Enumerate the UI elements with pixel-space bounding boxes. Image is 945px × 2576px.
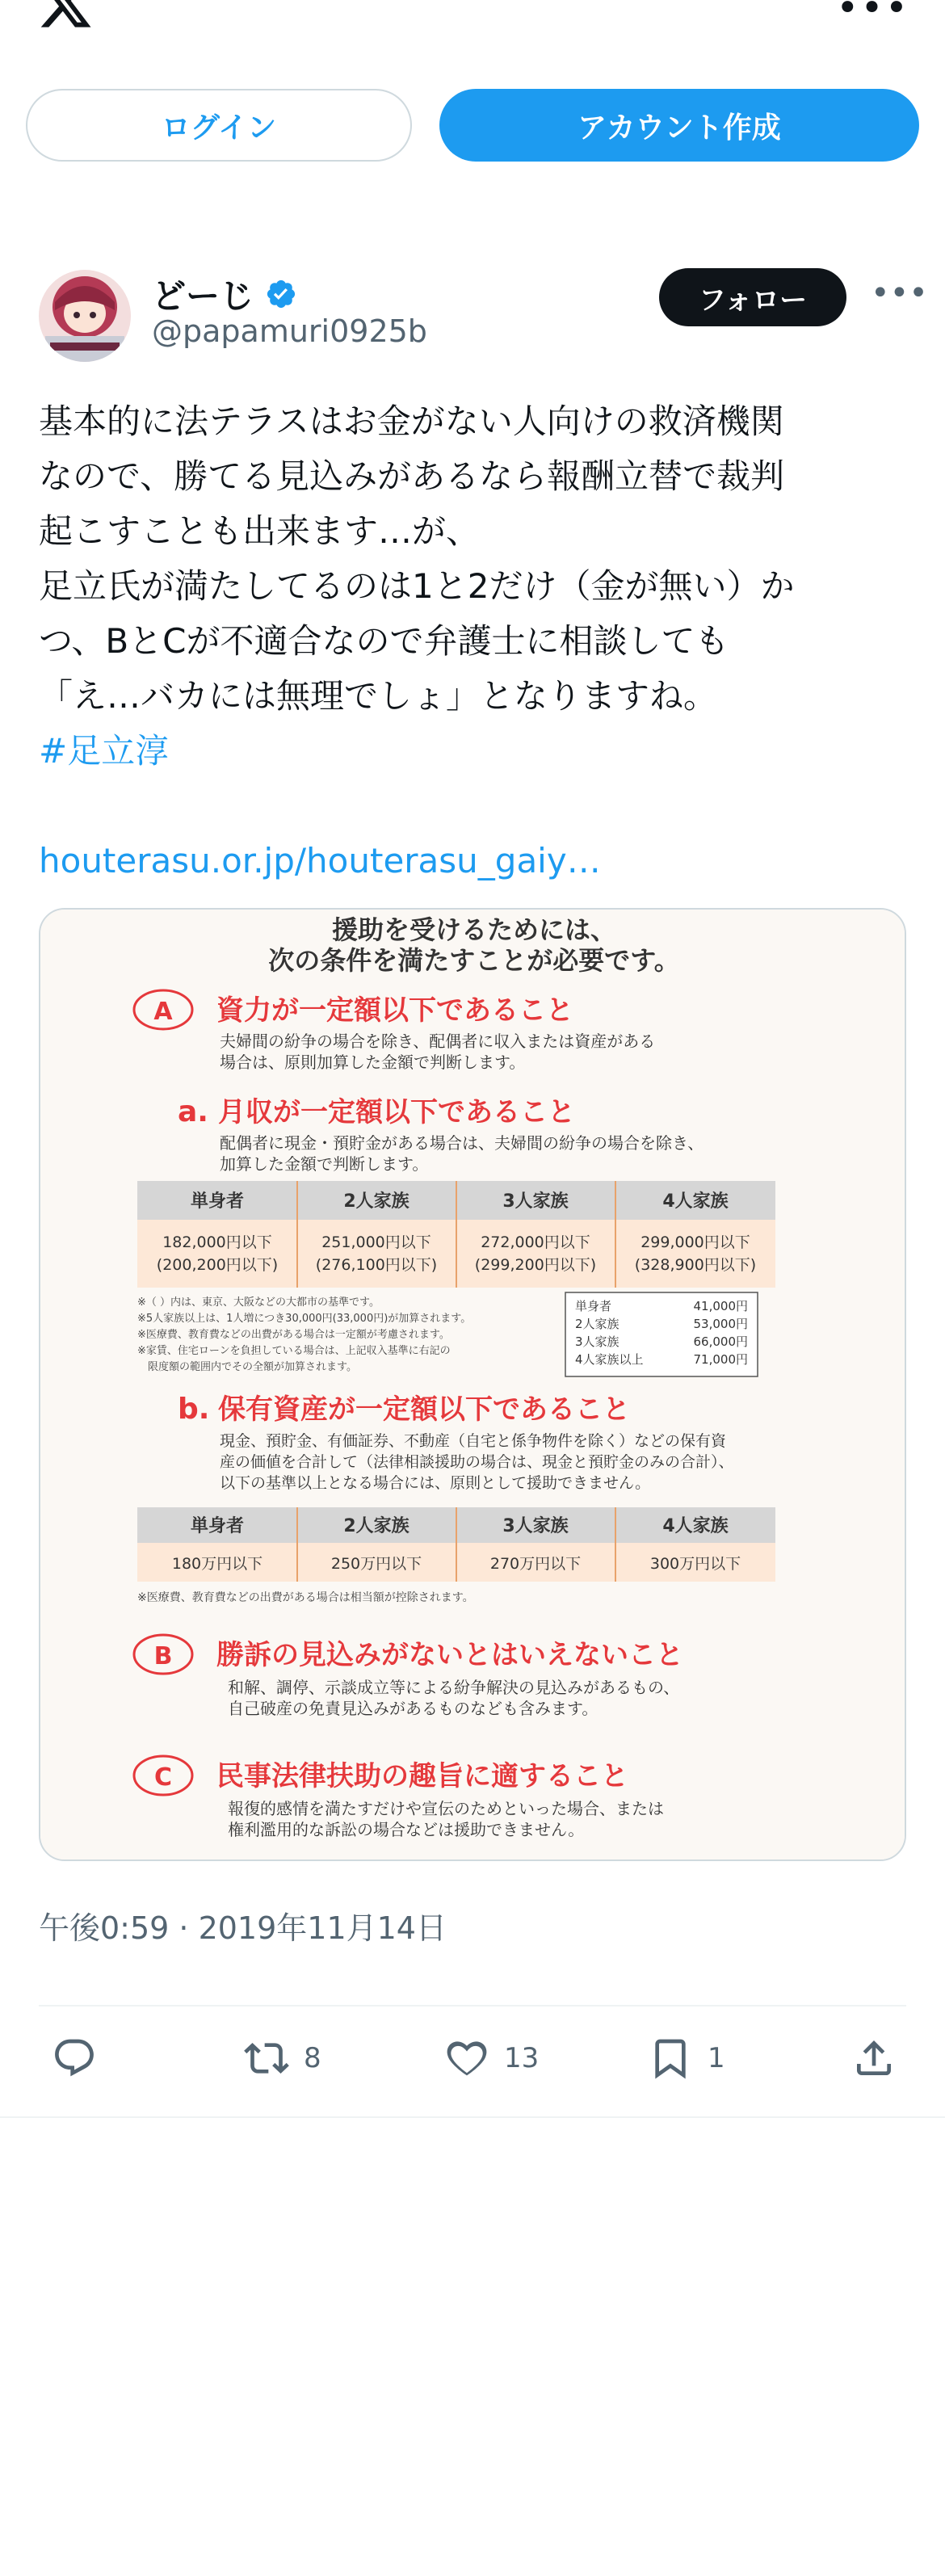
tweet-more-icon[interactable]: ••• bbox=[871, 275, 928, 312]
doc-heading-1: 援助を受けるためには、 bbox=[331, 914, 617, 945]
rent-value: 53,000円 bbox=[693, 1317, 748, 1331]
tweet-timestamp[interactable]: 午後0:59 · 2019年11月14日 bbox=[39, 1910, 447, 1946]
create-account-button[interactable]: アカウント作成 bbox=[439, 89, 919, 162]
income-cell: 299,000円以下 bbox=[640, 1233, 750, 1251]
follow-button[interactable]: フォロー bbox=[659, 268, 846, 326]
condition-A-desc: 夫婦間の紛争の場合を除き、配偶者に収入または資産がある bbox=[220, 1032, 656, 1051]
tweet-text-line: 「え…バカには無理でしょ」となりますね。 bbox=[39, 676, 718, 716]
asset-table bbox=[137, 1507, 775, 1582]
income-header: 3人家族 bbox=[502, 1191, 569, 1212]
income-cell: (328,900円以下) bbox=[634, 1256, 757, 1274]
tweet-media-image[interactable] bbox=[39, 908, 906, 1861]
author-handle[interactable]: @papamuri0925b bbox=[152, 313, 427, 349]
condition-C-desc: 権利濫用的な訴訟の場合などは援助できません。 bbox=[228, 1820, 585, 1839]
auth-buttons bbox=[26, 89, 919, 162]
income-cell: 182,000円以下 bbox=[162, 1233, 272, 1251]
avatar-image bbox=[39, 270, 131, 362]
more-horizontal-icon[interactable]: ••• bbox=[836, 0, 909, 31]
rent-label: 2人家族 bbox=[575, 1317, 620, 1331]
income-cell: (276,100円以下) bbox=[315, 1256, 438, 1274]
reply-button[interactable] bbox=[52, 2036, 97, 2081]
tweet-text-line: 起こすことも出来ます…が、 bbox=[39, 511, 481, 551]
tweet-text bbox=[39, 394, 911, 889]
condition-C-desc: 報復的感情を満たすだけや宣伝のためといった場合、または bbox=[228, 1799, 664, 1818]
asset-header: 3人家族 bbox=[502, 1516, 569, 1536]
author-name[interactable]: どーじ bbox=[152, 276, 254, 316]
condition-B-desc: 自己破産の免責見込みがあるものなども含みます。 bbox=[228, 1699, 598, 1718]
tweet-text-line: 基本的に法テラスはお金がない人向けの救済機関 bbox=[39, 401, 784, 441]
income-note: ※5人家族以上は、1人増につき30,000円(33,000円)が加算されます。 bbox=[137, 1313, 472, 1325]
rent-label: 4人家族以上 bbox=[575, 1352, 644, 1367]
asset-cell: 250万円以下 bbox=[330, 1555, 422, 1573]
asset-header: 2人家族 bbox=[343, 1516, 410, 1536]
asset-cell: 270万円以下 bbox=[489, 1555, 582, 1573]
condition-A-title: 資力が一定額以下であること bbox=[216, 994, 573, 1027]
income-note: ※医療費、教育費などの出費がある場合は一定額が考慮されます。 bbox=[137, 1329, 450, 1341]
income-note: ※（ ）内は、東京、大阪などの大都市の基準です。 bbox=[137, 1296, 380, 1309]
rent-value: 41,000円 bbox=[693, 1299, 748, 1313]
retweet-count: 8 bbox=[304, 2042, 321, 2074]
condition-B-desc: 和解、調停、示談成立等による紛争解決の見込みがあるもの、 bbox=[228, 1678, 680, 1697]
bookmark-icon bbox=[648, 2036, 693, 2081]
condition-b-desc: 産の価値を合計して（法律相談援助の場合は、現金と預貯金のみの合計）、 bbox=[220, 1453, 734, 1471]
reply-icon bbox=[52, 2036, 97, 2081]
retweet-button[interactable] bbox=[244, 2036, 321, 2081]
like-count: 13 bbox=[504, 2042, 540, 2074]
heart-icon bbox=[444, 2036, 489, 2081]
legal-aid-conditions-document bbox=[40, 910, 906, 1861]
condition-a-desc: 配偶者に現金・預貯金がある場合は、夫婦間の紛争の場合を除き、 bbox=[220, 1133, 704, 1153]
top-bar bbox=[0, 0, 945, 48]
blank-line bbox=[39, 779, 911, 834]
doc-heading-2: 次の条件を満たすことが必要です。 bbox=[268, 945, 680, 976]
avatar[interactable] bbox=[39, 270, 131, 362]
bookmark-button[interactable] bbox=[648, 2036, 725, 2081]
condition-a-desc: 加算した金額で判断します。 bbox=[220, 1154, 429, 1174]
income-header: 2人家族 bbox=[343, 1191, 410, 1212]
tweet-text-line: つ、BとCが不適合なので弁護士に相談しても bbox=[39, 621, 729, 661]
asset-header: 単身者 bbox=[190, 1516, 245, 1536]
tweet-text-line: なので、勝てる見込みがあるなら報酬立替で裁判 bbox=[39, 456, 785, 496]
rent-value: 66,000円 bbox=[693, 1334, 748, 1349]
condition-B-title: 勝訴の見込みがないとはいえないこと bbox=[216, 1639, 683, 1671]
tweet-text-line: 足立氏が満たしてるのは1と2だけ（金が無い）か bbox=[39, 566, 795, 606]
rent-limit-table bbox=[565, 1292, 758, 1376]
income-note: 限度額の範囲内でその全額が加算されます。 bbox=[137, 1361, 357, 1373]
x-logo-icon[interactable] bbox=[37, 0, 94, 32]
condition-b-desc: 現金、預貯金、有価証券、不動産（自宅と係争物件を除く）などの保有資 bbox=[220, 1432, 727, 1450]
condition-A-desc: 場合は、原則加算した金額で判断します。 bbox=[220, 1053, 526, 1072]
marker-b: b. bbox=[178, 1393, 210, 1426]
condition-C-title: 民事法律扶助の趣旨に適すること bbox=[216, 1760, 628, 1792]
retweet-icon bbox=[244, 2036, 289, 2081]
share-icon bbox=[851, 2036, 897, 2081]
income-header: 4人家族 bbox=[662, 1191, 729, 1212]
rent-label: 単身者 bbox=[575, 1299, 612, 1313]
verified-badge-icon bbox=[265, 278, 297, 310]
rent-value: 71,000円 bbox=[693, 1352, 748, 1367]
income-note: ※家賃、住宅ローンを負担している場合は、上記収入基準に右記の bbox=[137, 1345, 451, 1357]
tweet-actions bbox=[39, 2036, 906, 2116]
asset-cell: 300万円以下 bbox=[649, 1555, 741, 1573]
rent-label: 3人家族 bbox=[575, 1334, 620, 1349]
marker-A: A bbox=[153, 998, 173, 1026]
income-table bbox=[137, 1181, 775, 1288]
condition-b-desc: 以下の基準以上となる場合には、原則として援助できません。 bbox=[220, 1474, 651, 1492]
income-cell: 251,000円以下 bbox=[321, 1233, 431, 1251]
income-cell: 272,000円以下 bbox=[481, 1233, 590, 1251]
income-header: 単身者 bbox=[190, 1191, 245, 1212]
divider bbox=[39, 2005, 906, 2007]
page-divider bbox=[0, 2116, 945, 2118]
hashtag-link[interactable]: #足立淳 bbox=[39, 731, 170, 771]
condition-b-title: 保有資産が一定額以下であること bbox=[218, 1393, 630, 1426]
asset-header: 4人家族 bbox=[662, 1516, 729, 1536]
bookmark-count: 1 bbox=[708, 2042, 725, 2074]
marker-a: a. bbox=[178, 1095, 208, 1128]
share-button[interactable] bbox=[851, 2036, 897, 2081]
marker-C: C bbox=[153, 1763, 173, 1792]
marker-B: B bbox=[153, 1642, 173, 1670]
condition-a-title: 月収が一定額以下であること bbox=[218, 1096, 575, 1128]
login-button[interactable]: ログイン bbox=[26, 89, 412, 162]
author-name-row[interactable] bbox=[152, 270, 297, 318]
asset-note: ※医療費、教育費などの出費がある場合は相当額が控除されます。 bbox=[137, 1591, 474, 1604]
asset-cell: 180万円以下 bbox=[171, 1555, 263, 1573]
income-cell: (200,200円以下) bbox=[156, 1256, 279, 1274]
like-button[interactable] bbox=[444, 2036, 539, 2081]
income-cell: (299,200円以下) bbox=[474, 1256, 597, 1274]
external-link[interactable]: houterasu.or.jp/houterasu_gaiy… bbox=[39, 841, 601, 880]
